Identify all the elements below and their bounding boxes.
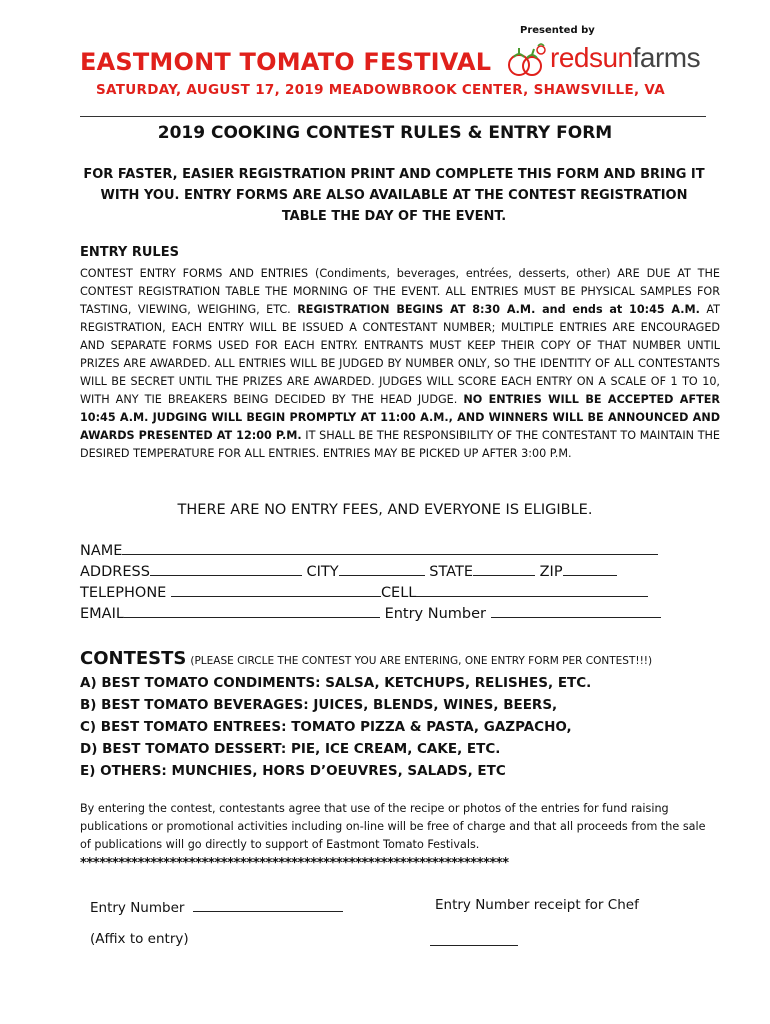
no-fees-after: , AND EVERYONE IS ELIGIBLE. xyxy=(378,502,593,518)
address-field[interactable] xyxy=(150,561,302,576)
contest-item-a[interactable]: A) BEST TOMATO CONDIMENTS: SALSA, KETCHUPS, RELISHES, ETC. xyxy=(80,675,592,691)
name-field[interactable] xyxy=(122,540,658,555)
contest-list xyxy=(80,672,591,782)
entry-number-field[interactable] xyxy=(491,603,661,618)
contest-item-b[interactable]: B) BEST TOMATO BEVERAGES: JUICES, BLENDS, WINES, BEERS, xyxy=(80,697,558,713)
footer-entry-number-field[interactable] xyxy=(193,897,343,912)
sponsor-logo xyxy=(505,40,725,82)
cell-field[interactable] xyxy=(416,582,648,597)
footer-receipt-field[interactable] xyxy=(430,931,518,950)
presented-by: Presented by xyxy=(520,25,595,36)
sponsor-name-red: redsun xyxy=(550,42,633,73)
email-field[interactable] xyxy=(124,603,380,618)
zip-field[interactable] xyxy=(563,561,617,576)
contests-heading: CONTESTS xyxy=(80,648,187,669)
telephone-row xyxy=(80,582,648,604)
contests-header xyxy=(80,648,652,669)
address-row xyxy=(80,561,617,583)
sponsor-name-grey: farms xyxy=(632,42,701,73)
email-row xyxy=(80,603,661,625)
no-fees-before: THERE ARE xyxy=(177,502,265,518)
rules-part-3: IT SHALL BE THE RESPONSIBILITY OF THE CONTESTANT TO MAINTAIN THE DESIRED TEMPERATURE FOR ALL ENTRIES. ENTRIES MAY BE PICKED UP AFTER 3:00 P.M. xyxy=(80,429,721,460)
contest-item-e[interactable]: E) OTHERS: MUNCHIES, HORS D’OEUVRES, SALADS, ETC xyxy=(80,763,506,779)
city-field[interactable] xyxy=(339,561,425,576)
contests-note: (PLEASE CIRCLE THE CONTEST YOU ARE ENTERING, ONE ENTRY FORM PER CONTEST!!!) xyxy=(190,655,653,667)
telephone-field[interactable] xyxy=(171,582,381,597)
intro-text: FOR FASTER, EASIER REGISTRATION PRINT AND COMPLETE THIS FORM AND BRING IT WITH YOU. ENTRY FORMS ARE ALSO AVAILABLE AT THE CONTEST REGISTRATION TABLE THE DAY OF THE EVENT. xyxy=(83,167,705,224)
cell-label: CELL xyxy=(380,585,417,601)
header-divider xyxy=(80,116,706,117)
star-separator: ******************************************************************* xyxy=(80,856,509,871)
event-date-location: SATURDAY, AUGUST 17, 2019 MEADOWBROOK CENTER, SHAWSVILLE, VA xyxy=(96,82,665,98)
address-label: ADDRESS xyxy=(80,564,150,580)
footer-affix-label: (Affix to entry) xyxy=(90,931,189,947)
footer-entry-number-label: Entry Number xyxy=(90,900,185,916)
name-row xyxy=(80,540,658,562)
state-field[interactable] xyxy=(473,561,535,576)
name-label: NAME xyxy=(80,543,123,559)
telephone-label: TELEPHONE xyxy=(80,585,167,601)
festival-title: EASTMONT TOMATO FESTIVAL xyxy=(80,48,492,76)
rules-deadline-judging: NO ENTRIES WILL BE ACCEPTED AFTER 10:45 A.M. JUDGING WILL BEGIN PROMPTLY AT 11:00 A.M., AND WINNERS WILL BE ANNOUNCED AND AWARDS PRESENTED AT 12:00 P.M. xyxy=(80,393,720,442)
footer-receipt-label: Entry Number receipt for Chef xyxy=(435,897,639,913)
city-label: CITY xyxy=(306,564,339,580)
rules-part-1: CONTEST ENTRY FORMS AND ENTRIES (Condiments, beverages, entrées, desserts, other) ARE DUE AT THE CONTEST REGISTRATION TABLE THE MORNING OF THE EVENT. ALL ENTRIES MUST BE PHYSICAL SAMPLES FOR TASTING, VIEWING, WEIGHING, ETC. xyxy=(80,267,720,316)
zip-label: ZIP xyxy=(539,564,563,580)
no-fees-emphasis: NO ENTRY FEES xyxy=(264,502,379,518)
no-fees-statement xyxy=(0,502,770,518)
sponsor-name xyxy=(550,42,700,74)
entry-rules-text xyxy=(80,265,720,463)
disclaimer-text: By entering the contest, contestants agree that use of the recipe or photos of the entries for fund raising publications or promotional activities including on-line will be free of charge and that all proceeds from the sale of publications will go directly to support of Eastmont Tomato Festivals. xyxy=(80,802,706,851)
rules-registration-times: REGISTRATION BEGINS AT 8:30 A.M. and ends at 10:45 A.M. xyxy=(297,303,700,316)
tomato-logo-icon xyxy=(505,40,549,80)
rules-part-2: AT REGISTRATION, EACH ENTRY WILL BE ISSUED A CONTESTANT NUMBER; MULTIPLE ENTRIES ARE ENCOURAGED AND SEPARATE FORMS USED FOR EACH ENTRY. ENTRANTS MUST KEEP THEIR COPY OF THAT NUMBER UNTIL PRIZES ARE AWARDED. ALL ENTRIES WILL BE JUDGED BY NUMBER ONLY, SO THE IDENTITY OF ALL CONTESTANTS WILL BE SECRET UNTIL THE PRIZES ARE AWARDED. JUDGES WILL SCORE EACH ENTRY ON A SCALE OF 1 TO 10, WITH ANY TIE BREAKERS BEING DECIDED BY THE HEAD JUDGE. xyxy=(80,303,720,406)
email-label: EMAIL xyxy=(80,606,124,622)
entry-number-label: Entry Number xyxy=(384,606,486,622)
contest-item-d[interactable]: D) BEST TOMATO DESSERT: PIE, ICE CREAM, CAKE, ETC. xyxy=(80,741,501,757)
footer-entry-number xyxy=(90,897,343,916)
form-title: 2019 COOKING CONTEST RULES & ENTRY FORM xyxy=(157,123,613,143)
state-label: STATE xyxy=(429,564,473,580)
entry-rules-heading: ENTRY RULES xyxy=(80,245,179,260)
contest-item-c[interactable]: C) BEST TOMATO ENTREES: TOMATO PIZZA & PASTA, GAZPACHO, xyxy=(80,719,572,735)
